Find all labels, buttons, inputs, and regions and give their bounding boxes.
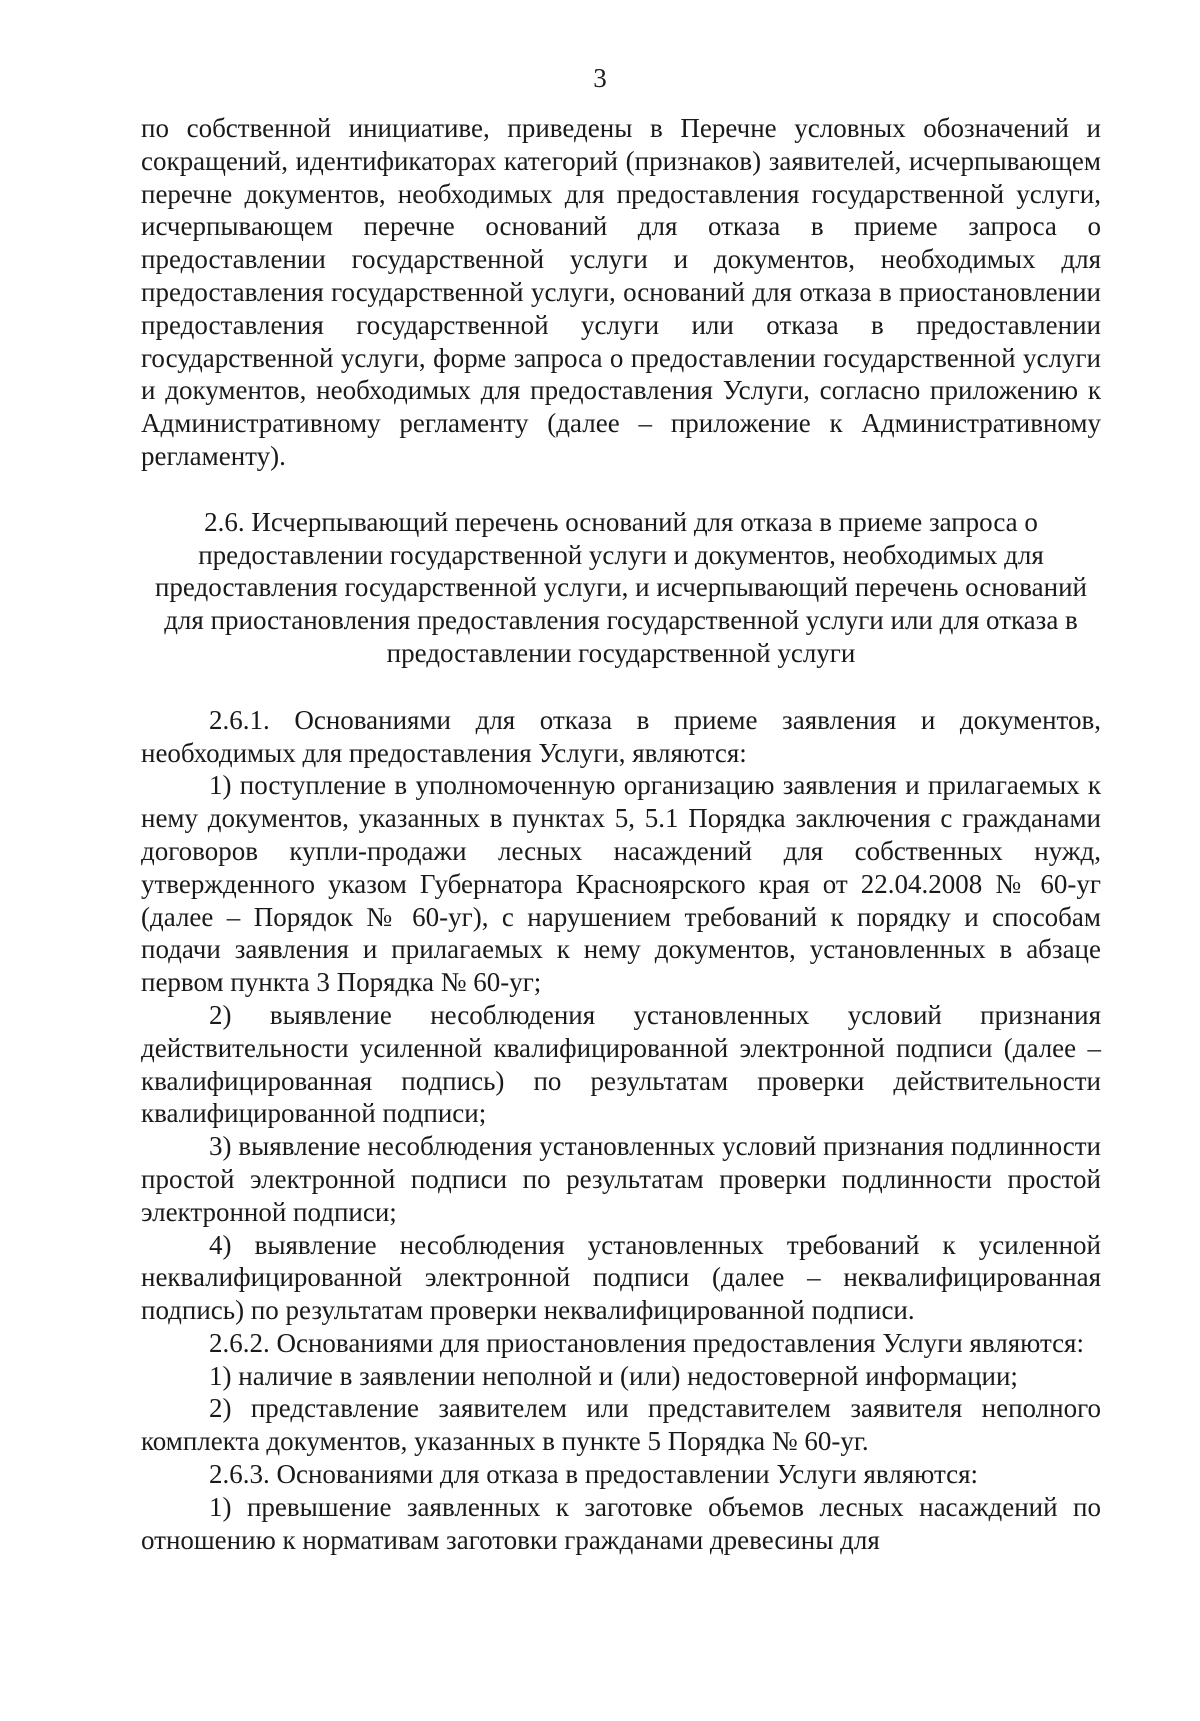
page-number: 3	[593, 63, 607, 93]
clause-2-6-1-item-2: 2) выявление несоблюдения установленных условий признания действительности усиленной квалифицированной электронной подписи (далее – квалифицированная подпись) по результатам проверки действительности квалифицированной подписи;	[141, 999, 1101, 1129]
document-body	[141, 112, 1101, 1556]
clause-2-6-3: 2.6.3. Основаниями для отказа в предоставлении Услуги являются:	[209, 1459, 979, 1490]
clause-2-6-2-item-1: 1) наличие в заявлении неполной и (или) недостоверной информации;	[209, 1360, 1018, 1391]
clause-2-6-1-item-1: 1) поступление в уполномоченную организацию заявления и прилагаемых к нему документов, указанных в пунктах 5, 5.1 Порядка заключения с гражданами договоров купли-продажи лесных насаждений для собственных нужд, утвержденного указом Губернатора Красноярского края от 22.04.2008 № 60-уг (далее – Порядок № 60-уг), с нарушением требований к порядку и способам подачи заявления и прилагаемых к нему документов, установленных в абзаце первом пункта 3 Порядка № 60-уг;	[141, 770, 1101, 998]
clause-2-6-1: 2.6.1. Основаниями для отказа в приеме заявления и документов, необходимых для предоставления Услуги, являются:	[141, 704, 1101, 768]
clause-2-6-2: 2.6.2. Основаниями для приостановления предоставления Услуги являются:	[209, 1327, 1084, 1358]
clause-2-6-3-item-1: 1) превышение заявленных к заготовке объемов лесных насаждений по отношению к нормативам заготовки гражданами древесины для	[141, 1491, 1101, 1555]
clause-2-6-1-item-3: 3) выявление несоблюдения установленных условий признания подлинности простой электронной подписи по результатам проверки подлинности простой электронной подписи;	[141, 1131, 1101, 1227]
clause-2-6-1-item-4: 4) выявление несоблюдения установленных требований к усиленной неквалифицированной электронной подписи (далее – неквалифицированная подпись) по результатам проверки неквалифицированной подписи.	[141, 1229, 1101, 1326]
spacer	[141, 473, 1101, 506]
clause-2-6-2-item-2: 2) представление заявителем или представителем заявителя неполного комплекта документов, указанных в пункте 5 Порядка № 60-уг.	[141, 1393, 1101, 1457]
spacer	[141, 670, 1101, 704]
intro-paragraph: по собственной инициативе, приведены в Перечне условных обозначений и сокращений, идентификаторах категорий (признаков) заявителей, исчерпывающем перечне документов, необходимых для предоставления государственной услуги, исчерпывающем перечне оснований для отказа в приеме запроса о предоставлении государственной услуги и документов, необходимых для предоставления государственной услуги, оснований для отказа в приостановлении предоставления государственной услуги или отказа в предоставлении государственной услуги, форме запроса о предоставлении государственной услуги и документов, необходимых для предоставления Услуги, согласно приложению к Административному регламенту (далее – приложение к Административному регламенту).	[141, 113, 1101, 471]
section-heading: 2.6. Исчерпывающий перечень оснований для отказа в приеме запроса о предоставлении государственной услуги и документов, необходимых для предоставления государственной услуги, и исчерпывающий перечень оснований для приостановления предоставления государственной услуги или для отказа в предоставлении государственной услуги	[154, 506, 1088, 668]
